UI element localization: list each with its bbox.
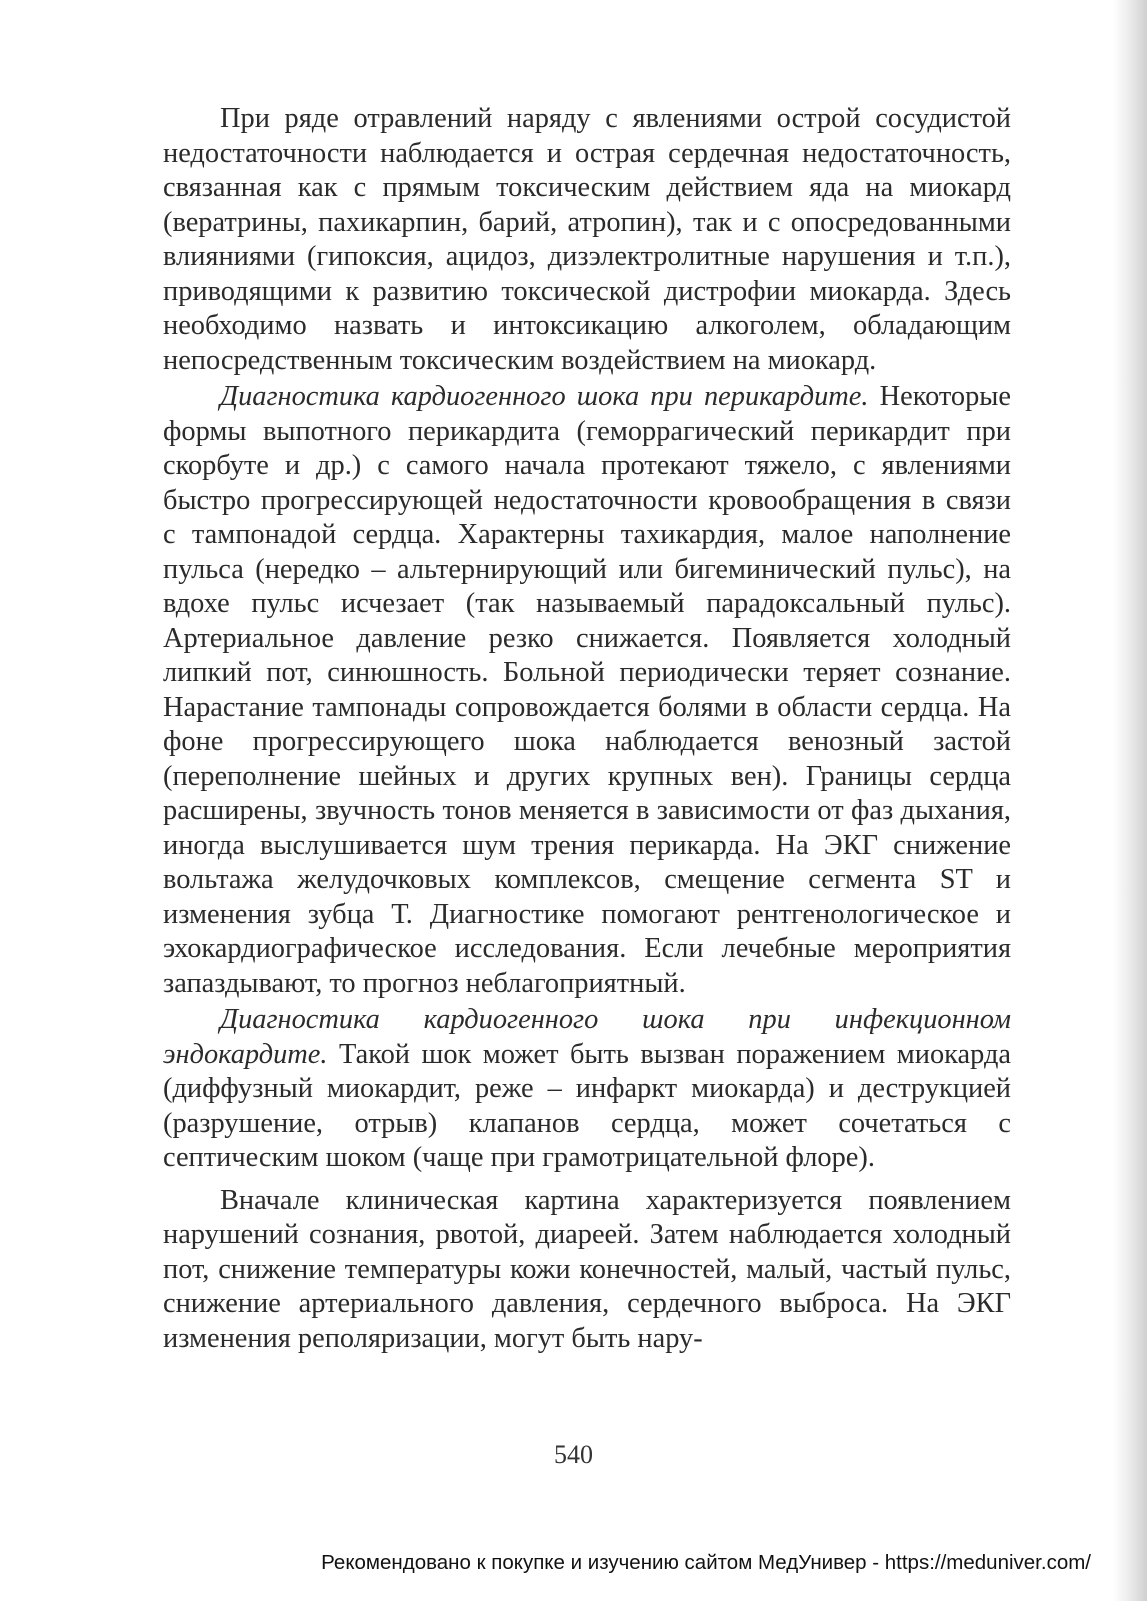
paragraph-text: Некоторые формы выпотного перикардита (геморрагический перикардит при скорбуте и др.) с самого начала протекают тяжело, с явлениями быстро прогрессирующей недостаточности кровообращения в связи с тампонадой сердца. Характерны тахикардия, малое наполнение пульса (нередко – альтернирующий или бигеминический пульс), на вдохе пульс исчезает (так называемый парадоксальный пульс). Артериальное давление резко снижается. Появляется холодный липкий пот, синюшность. Больной периодически теряет сознание. Нарастание тампонады сопровождается болями в области сердца. На фоне прогрессирующего шока наблюдается венозный застой (переполнение шейных и других крупных вен). Границы сердца расширены, звучность тонов меняется в зависимости от фаз дыхания, иногда выслушивается шум трения перикарда. На ЭКГ снижение вольтажа желудочковых комплексов, смещение сегмента ST и изменения зубца Т. Диагностике помогают рентгенологическое и эхокардиографическое исследования. Если лечебные мероприятия запаздывают, то прогноз неблагоприятный. [163,381,1011,999]
footer-banner: Рекомендовано к покупке и изучению сайтом МедУнивер - https://meduniver.com/ [321,1551,1091,1574]
paragraph-heading: Диагностика кардиогенного шока при инфекционном эндокардите. [163,1004,1011,1070]
paragraph-text: Такой шок может быть вызван поражением миокарда (диффузный миокардит, реже – инфаркт миокарда) и деструкцией (разрушение, отрыв) клапанов сердца, может сочетаться с септическим шоком (чаще при грамотрицательной флоре). [163,1038,1011,1173]
paragraph-text: При ряде отравлений наряду с явлениями острой сосудистой недостаточности наблюдается и острая сердечная недостаточность, связанная как с прямым токсическим действием яда на миокард (вератрины, пахикарпин, барий, атропин), так и с опосредованными влияниями (гипоксия, ацидоз, дизэлектролитные нарушения и т.п.), приводящими к развитию токсической дистрофии миокарда. Здесь необходимо назвать и интоксикацию алкоголем, обладающим непосредственным токсическим воздействием на миокард. [163,103,1011,376]
page-number: 540 [554,1440,593,1469]
paragraph-heading: Диагностика кардиогенного шока при перикардите. [220,381,869,412]
paragraph-text: Вначале клиническая картина характеризуется появлением нарушений сознания, рвотой, диареей. Затем наблюдается холодный пот, снижение температуры кожи конечностей, малый, частый пульс, снижение артериального давления, сердечного выброса. На ЭКГ изменения реполяризации, могут быть нару- [163,1184,1011,1354]
body-text [163,102,1011,1356]
paragraph-toxic-heart-failure [163,102,1011,378]
paragraph-pericarditis [163,380,1011,1001]
paragraph-endocarditis [163,1003,1011,1176]
scan-edge-shadow [1113,0,1147,1601]
paragraph-clinical-picture [163,1184,1011,1357]
